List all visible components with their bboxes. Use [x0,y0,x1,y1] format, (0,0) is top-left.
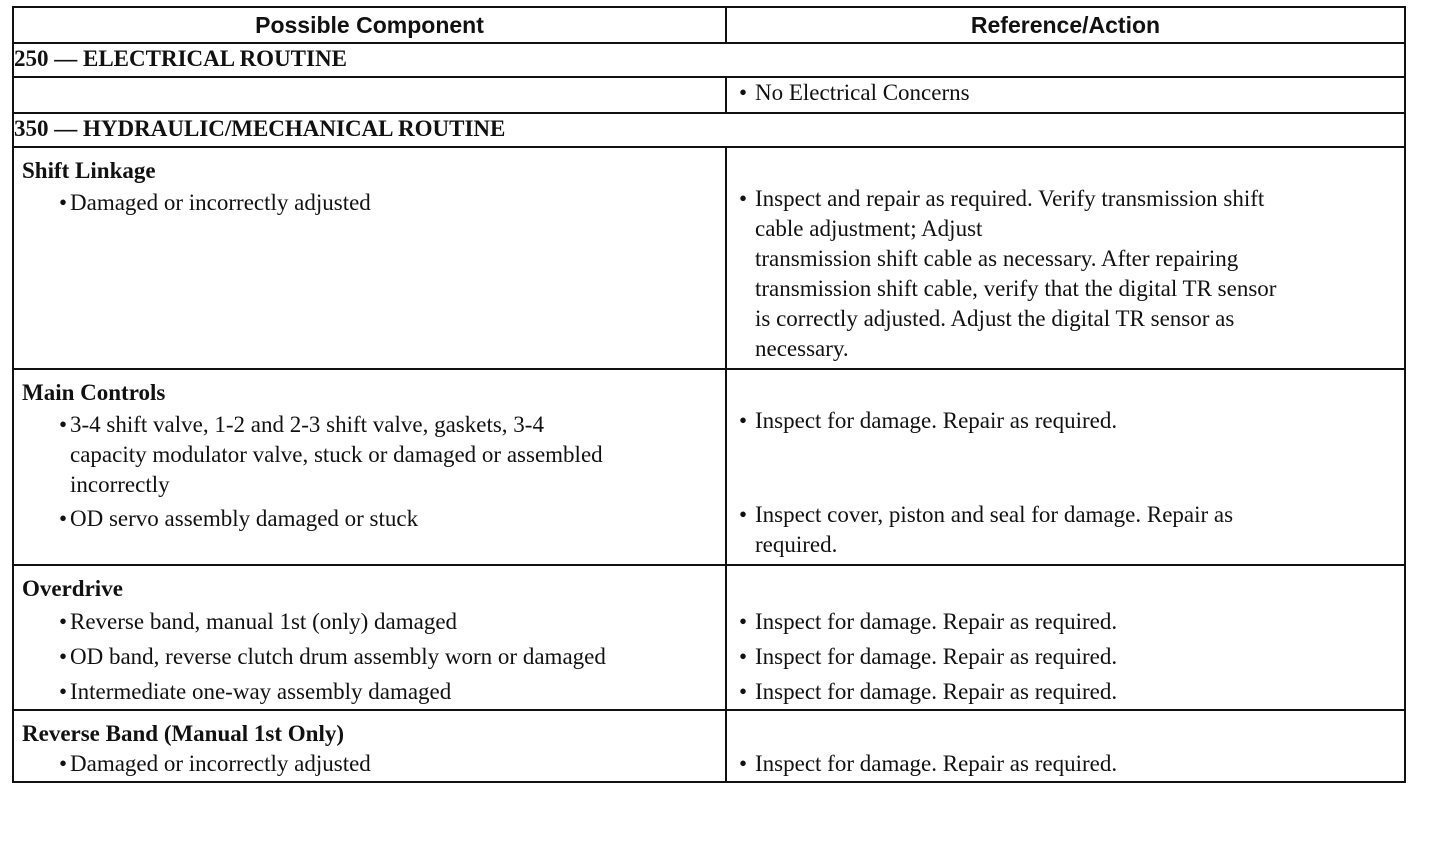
action-line: • Inspect cover, piston and seal for damage. Repair as [755,502,1234,527]
component-item: • OD servo assembly damaged or stuck [14,504,725,534]
component-item: • OD band, reverse clutch drum assembly worn or damaged [14,642,725,672]
action-item: • Inspect for damage. Repair as required. [727,749,1404,779]
action-item: • Inspect for damage. Repair as required. [727,677,1404,707]
component-item: • Intermediate one-way assembly damaged [14,677,725,707]
section-title-hydraulic: 350 — HYDRAULIC/MECHANICAL ROUTINE [13,113,1405,147]
group-shift-linkage [13,147,1405,369]
component-item [14,410,725,500]
component-cell [13,565,726,710]
section-title-electrical: 250 — ELECTRICAL ROUTINE [13,43,1405,77]
action-cell [726,369,1405,565]
component-item: • Damaged or incorrectly adjusted [14,749,725,779]
action-line: required. [755,532,838,557]
action-item: • Inspect for damage. Repair as required. [727,607,1404,637]
action-line: transmission shift cable, verify that the digital TR sensor [755,276,1277,301]
group-title: Main Controls [22,380,166,405]
action-item: • Inspect for damage. Repair as required. [727,406,1404,500]
header-possible-component: Possible Component [13,7,726,43]
section-row-electrical [13,43,1405,77]
group-title: Shift Linkage [22,158,156,183]
header-reference-action: Reference/Action [726,7,1405,43]
header-row [13,7,1405,43]
action-line: cable adjustment; Adjust [755,216,983,241]
action-item [727,184,1404,364]
component-line: capacity modulator valve, stuck or damaged or assembled [70,442,603,467]
component-item: • Damaged or incorrectly adjusted [14,188,725,218]
component-cell [13,147,726,369]
component-line: incorrectly [70,472,170,497]
action-item: • Inspect for damage. Repair as required. [727,642,1404,672]
component-line: • 3-4 shift valve, 1-2 and 2-3 shift valve, gaskets, 3-4 [70,412,544,437]
diagnostic-table [12,6,1406,783]
group-main-controls [13,369,1405,565]
action-cell [726,565,1405,710]
action-line: transmission shift cable as necessary. After repairing [755,246,1239,271]
action-cell [726,147,1405,369]
action-line: is correctly adjusted. Adjust the digital TR sensor as [755,306,1235,331]
component-cell [13,369,726,565]
component-item: • Reverse band, manual 1st (only) damaged [14,607,725,637]
section-row-hydraulic [13,113,1405,147]
action-item [727,500,1404,560]
action-cell [726,77,1405,113]
action-line: • Inspect and repair as required. Verify transmission shift [755,186,1265,211]
action-cell [726,710,1405,782]
group-title: Reverse Band (Manual 1st Only) [22,721,344,746]
group-reverse-band [13,710,1405,782]
action-item: • No Electrical Concerns [727,78,1404,108]
group-title: Overdrive [22,576,123,601]
group-overdrive [13,565,1405,710]
component-cell-empty [13,77,726,113]
action-line: necessary. [755,336,849,361]
component-cell [13,710,726,782]
table-row [13,77,1405,113]
